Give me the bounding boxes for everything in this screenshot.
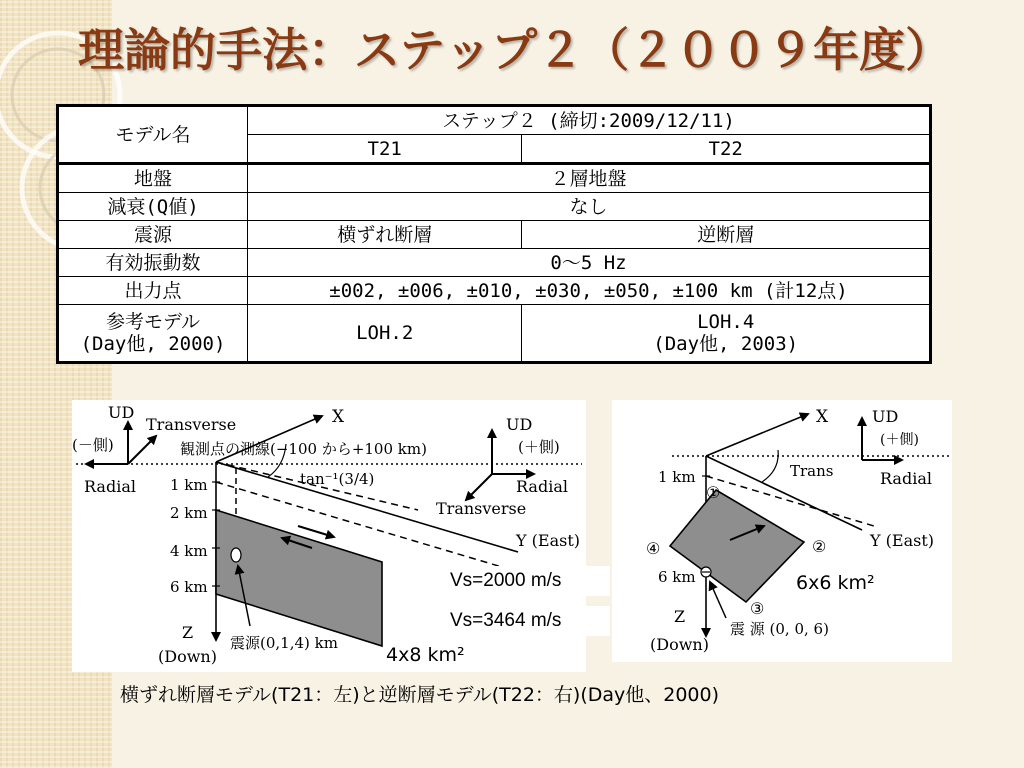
- slip-arrow-right: [298, 526, 334, 537]
- survey-line-label: 観測点の測線(−100 から+100 km): [180, 440, 427, 458]
- x-axis-label-right: X: [816, 407, 829, 427]
- row-label-source: 震源: [58, 221, 248, 249]
- table-row: [58, 221, 931, 249]
- table-row: [58, 249, 931, 277]
- trans-label: Trans: [790, 462, 834, 480]
- row-value-ground: ２層地盤: [248, 164, 931, 193]
- corner-1-label: ①: [706, 483, 721, 502]
- radial-label-right: Radial: [516, 477, 568, 496]
- depth-2km: 2 km: [170, 504, 208, 522]
- table-row: [58, 305, 931, 363]
- row-value-source-t21: 横ずれ断層: [248, 221, 522, 249]
- source-label-right: 震 源 (0, 0, 6): [730, 620, 829, 638]
- depth-6km-right: 6 km: [658, 568, 696, 586]
- y-axis-label-right: Y (East): [870, 531, 934, 550]
- row-label-output-points: 出力点: [58, 277, 248, 305]
- z-axis-label: Z: [182, 623, 194, 642]
- ud-label-left: UD: [108, 403, 135, 422]
- corner-3-label: ③: [750, 599, 765, 618]
- row-label-frequency: 有効振動数: [58, 249, 248, 277]
- row-value-frequency: 0～5 Hz: [248, 249, 931, 277]
- vs-upper-layer: Vs=2000 m/s: [440, 566, 610, 596]
- row-label-attenuation: 減衰(Q値): [58, 193, 248, 221]
- table-header-row: [58, 106, 931, 135]
- depth-1km-right: 1 km: [658, 468, 696, 486]
- x-axis-right: [706, 414, 808, 456]
- table-row: [58, 277, 931, 305]
- transverse-axis-left: [128, 436, 156, 464]
- down-label-right: (Down): [650, 635, 709, 654]
- x-axis-label: X: [332, 407, 345, 427]
- model-parameter-table: [56, 104, 932, 364]
- reference-t22-line1: LOH.4: [697, 311, 755, 333]
- reference-t22-line2: (Day他, 2003): [653, 333, 799, 355]
- transverse-label-right: Transverse: [436, 499, 527, 518]
- model-name-label: モデル名: [58, 106, 248, 164]
- down-label: (Down): [158, 647, 217, 666]
- figure-caption: 横ずれ断層モデル(T21：左)と逆断層モデル(T22：右)(Day他、2000): [120, 684, 720, 706]
- hypocenter-marker: [231, 548, 241, 562]
- z-axis-label-right: Z: [674, 607, 686, 626]
- radial-label-left: Radial: [84, 477, 136, 496]
- source-label: 震源(0,1,4) km: [230, 634, 338, 652]
- ud-label-right-fig: UD: [872, 407, 899, 426]
- depth-1km: 1 km: [170, 476, 208, 494]
- plus-side-label: (＋側): [518, 438, 560, 456]
- fault-area-right: 6x6 km²: [796, 572, 875, 594]
- row-value-attenuation: なし: [248, 193, 931, 221]
- plus-side-label-right: (＋側): [880, 432, 919, 448]
- table-row: [58, 164, 931, 193]
- depth-4km: 4 km: [170, 542, 208, 560]
- radial-label-right-fig: Radial: [880, 469, 932, 488]
- depth-6km: 6 km: [170, 578, 208, 596]
- row-label-ground: 地盤: [58, 164, 248, 193]
- vs-lower-layer: Vs=3464 m/s: [440, 606, 610, 636]
- trans-angle-arc: [762, 450, 778, 482]
- transverse-axis-right: [466, 474, 492, 500]
- model-t21: T21: [248, 135, 522, 164]
- row-label-reference-model: [58, 305, 248, 363]
- y-axis-label: Y (East): [516, 531, 580, 550]
- hypocenter-pointer-right: [710, 582, 726, 618]
- table-row: [58, 193, 931, 221]
- row-value-source-t22: 逆断層: [522, 221, 931, 249]
- corner-4-label: ④: [646, 539, 661, 558]
- reference-model-label-line1: 参考モデル: [105, 311, 201, 333]
- row-value-reference-t21: LOH.2: [248, 305, 522, 363]
- row-value-reference-t22: [522, 305, 931, 363]
- fault-area-left: 4x8 km²: [386, 644, 465, 666]
- tan-angle-label: tan⁻¹(3/4): [300, 470, 375, 488]
- model-t22: T22: [522, 135, 931, 164]
- row-value-output-points: ±002, ±006, ±010, ±030, ±050, ±100 km (計12点): [248, 277, 931, 305]
- reverse-fault-diagram: [612, 400, 952, 662]
- minus-side-label: (－側): [72, 436, 114, 454]
- reference-model-label-line2: (Day他, 2000): [80, 333, 226, 355]
- corner-2-label: ②: [812, 537, 827, 556]
- transverse-label-top: Transverse: [146, 415, 237, 434]
- slide-title: 理論的手法：ステップ２（２００９年度）: [78, 23, 952, 77]
- step-header: ステップ２ (締切:2009/12/11): [248, 106, 931, 135]
- ud-label-right: UD: [506, 415, 533, 434]
